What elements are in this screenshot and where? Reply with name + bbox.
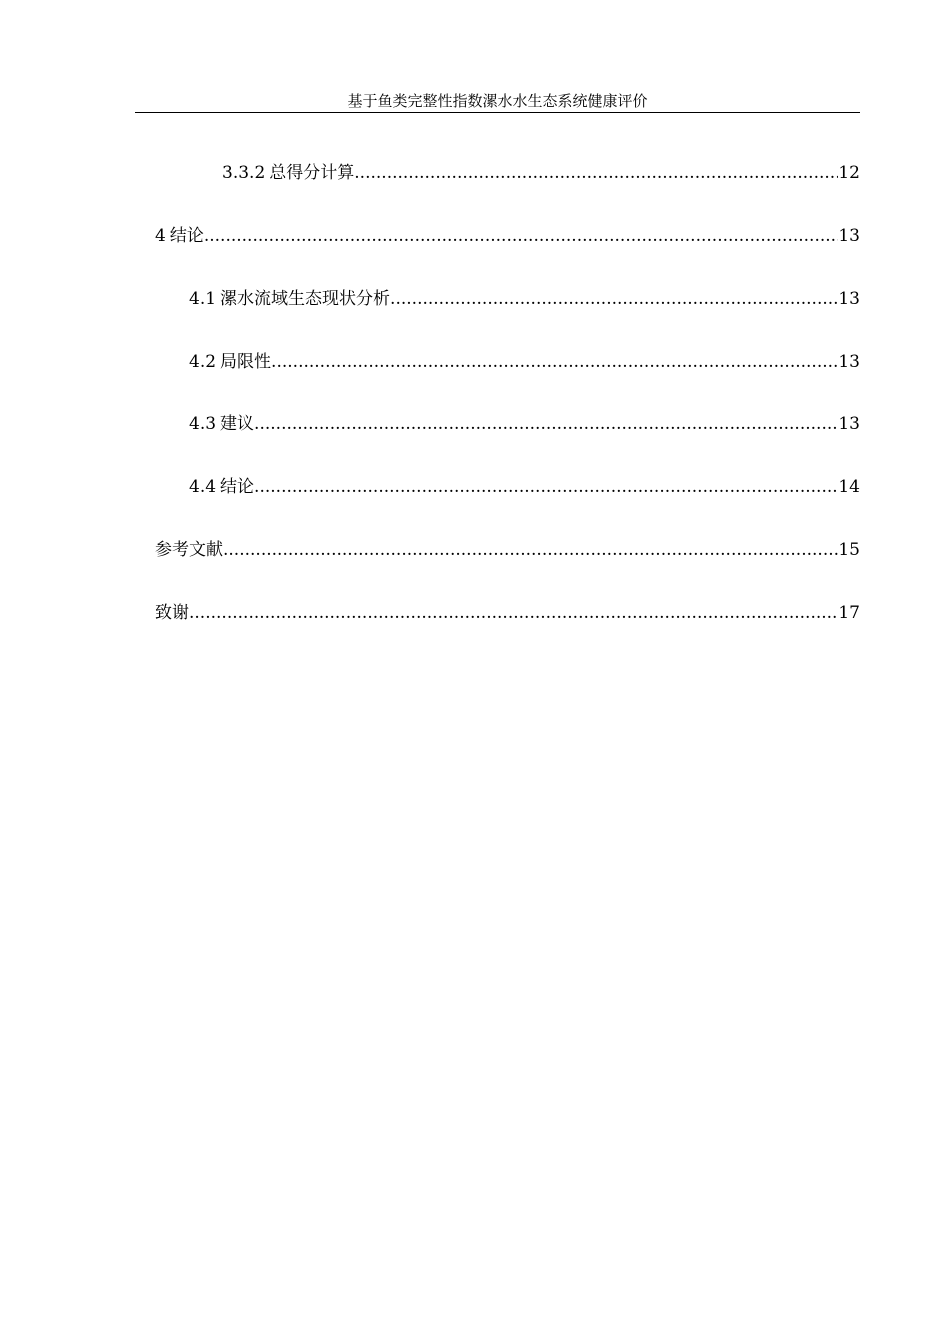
toc-entry-title: 参考文献 [155, 540, 223, 560]
toc-entry-number: 4.1 [189, 289, 217, 309]
toc-entry-4[interactable] [155, 224, 860, 248]
toc-entry-title: 结论 [220, 477, 255, 497]
toc-leader-dots [354, 161, 838, 185]
toc-leader-dots [189, 601, 838, 625]
toc-leader-dots [204, 224, 839, 248]
toc-entry-4-4[interactable] [189, 475, 860, 499]
header-title: 基于鱼类完整性指数漯水水生态系统健康评价 [347, 92, 648, 110]
toc-entry-title: 结论 [169, 226, 204, 246]
toc-entry-number: 3.3.2 [222, 163, 266, 183]
toc-entry-4-2[interactable] [189, 350, 860, 374]
toc-entry-page: 17 [838, 603, 860, 623]
toc-entry-page: 13 [838, 414, 860, 434]
toc-entry-3-3-2[interactable] [222, 161, 860, 185]
toc-entry-title: 漯水流域生态现状分析 [220, 289, 391, 309]
toc-leader-dots [254, 475, 838, 499]
toc-leader-dots [390, 287, 838, 311]
toc-entry-page: 14 [838, 477, 860, 497]
toc-entry-page: 13 [838, 352, 860, 372]
toc-entry-number: 4 [155, 226, 166, 246]
toc-entry-page: 13 [838, 226, 860, 246]
toc-entry-4-3[interactable] [189, 412, 860, 436]
toc-leader-dots [271, 350, 838, 374]
toc-entry-page: 15 [838, 540, 860, 560]
toc-entry-title: 局限性 [220, 352, 272, 372]
toc-entry-page: 12 [838, 163, 860, 183]
toc-entry-title: 致谢 [155, 603, 189, 623]
toc-entry-number: 4.3 [189, 414, 217, 434]
toc-entry-title: 建议 [220, 414, 255, 434]
toc-entry-number: 4.4 [189, 477, 217, 497]
toc-entry-page: 13 [838, 289, 860, 309]
toc-entry-title: 总得分计算 [269, 163, 355, 183]
toc-entry-4-1[interactable] [189, 287, 860, 311]
toc-entry-number: 4.2 [189, 352, 217, 372]
page-header [135, 90, 860, 113]
toc-entry-acknowledgements[interactable] [155, 601, 860, 625]
toc-entry-references[interactable] [155, 538, 860, 562]
toc-leader-dots [254, 412, 838, 436]
toc-leader-dots [223, 538, 838, 562]
